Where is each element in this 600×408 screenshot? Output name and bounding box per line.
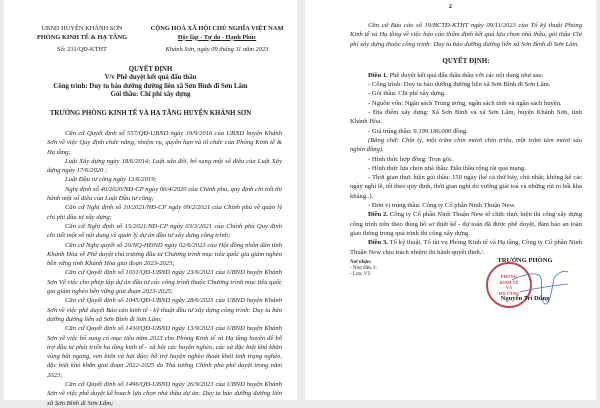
decision-project: Công trình: Duy tu bảo dưỡng đường liên xã Sơn Bình đi Sơn Lâm xyxy=(53,82,248,90)
article-1-item: - Gói thầu: Chi phí xây dựng. xyxy=(368,90,446,98)
document-page-1 xyxy=(4,0,297,407)
decision-heading xyxy=(4,66,297,118)
article-2 xyxy=(350,210,582,238)
page2-body xyxy=(350,21,582,278)
legal-basis: Nghị định số 40/2020/NĐ-CP ngày 06/4/2020 của Chính phủ, quy định chi tiết thi hành một số điều của Luật Đầu tư công; xyxy=(47,185,282,203)
legal-basis: Luật Xây dựng ngày 18/6/2014; Luật sửa đổi, bổ sung một số điều của Luật Xây dựng ngày 17/6/2020 ; xyxy=(47,157,282,175)
legal-basis: Căn cứ Nghị định số 15/2021/NĐ-CP ngày 03/3/2021 của Chính phủ Quy định chi tiết một số nội dung về quản lý dự án đầu tư xây dựng công trình; xyxy=(47,222,282,240)
nation-block xyxy=(142,25,292,55)
place-date: Khánh Sơn, ngày 09 tháng 11 năm 2023 xyxy=(165,46,269,53)
official-stamp: PHÒNG KINH TẾ VÀ HẠ TẦNG xyxy=(486,262,532,308)
decision-package: Gói thầu: Chi phí xây dựng xyxy=(110,90,191,98)
article-1-text: Phê duyệt kết quả đấu thầu thầu với các nội dung như sau: xyxy=(387,71,544,79)
legal-basis: Căn cứ Nghị định số 10/2021/NĐ-CP ngày 09/2/2021 của Chính phủ về quản lý chi phí đầu tư xây dựng; xyxy=(47,204,282,221)
article-1-items xyxy=(350,80,582,136)
article-1-label: Điều 1. xyxy=(368,71,388,79)
document-number: Số: 231/QĐ-KTHT xyxy=(57,46,107,53)
agency-name: PHÒNG KINH TẾ & HẠ TẦNG xyxy=(36,33,128,41)
document-page-2 xyxy=(305,0,596,400)
decision-title: QUYẾT ĐỊNH: xyxy=(442,56,490,65)
legal-basis: Căn cứ Quyết định số 1045/QĐ-UBND ngày 28/6/2023 của UBND huyện Khánh Sơn về việc phê duyệt Báo cáo kinh tế - kỹ thuật đầu tư xây dựng công trình: Duy tu bảo dưỡng đường liên xã Sơn Bình đi Sơn Lâm; xyxy=(47,297,282,323)
article-1-item: - Công trình: Duy tu bảo dưỡng đường liên xã Sơn Bình đi Sơn Lâm. xyxy=(368,81,551,89)
article-1-item: - Nguồn vốn: Ngân sách Trung ương, ngân sách tỉnh và ngân sách huyện. xyxy=(368,99,562,107)
article-3-text: Tổ kỹ thuật, Tổ tài vụ Phòng Kinh tế và Hạ tầng, Công ty Cổ phần Ninh Thuận New chịu trách nhiệm thi hành quyết định./. xyxy=(350,239,582,256)
legal-basis: Căn cứ Quyết định số 1031/QĐ-UBND ngày 23/6/2023 của UBND huyện Khánh Sơn Về việc cho phép lập dự án đầu tư các công trình thuộc Chương trình mục tiêu quốc gia giảm nghèo bền vững giai đoạn 2023-2025; xyxy=(47,269,282,296)
article-2-text: Công ty Cổ phần Ninh Thuận New tổ chức thực hiện thi công xây dựng công trình trên theo đúng hồ sơ thiết kế - dự toán đã được phê duyệt, đảm bảo an toàn giao thông trong quá trình thi công xây dựng. xyxy=(350,211,583,237)
article-1-item: - Đơn vị trúng thầu: Công ty Cổ phần Ninh Thuận New. xyxy=(368,202,516,210)
decision-subject: V/v Phê duyệt kết quả đấu thầu xyxy=(104,74,197,82)
article-1-items-more xyxy=(350,155,582,211)
article-1-item: - Hình thức lựa chọn nhà thầu: Đấu thầu rộng rãi qua mạng. xyxy=(368,164,526,172)
recipients-title: Nơi nhận: xyxy=(350,259,372,265)
motto: Độc lập - Tự do - Hạnh Phúc xyxy=(177,33,257,41)
recipient: - Lưu: VT. xyxy=(350,271,372,277)
legal-basis: Căn cứ Quyết định số 557/QĐ-UBND ngày 19/9/2016 của UBND huyện Khánh Sơn về việc Quy định chức năng, nhiệm vụ, quyền hạn và tổ chức của Phòng Kinh tế & Hạ tầng; xyxy=(47,130,282,156)
legal-basis: Luật Đầu tư công ngày 13/6/2019; xyxy=(65,176,157,184)
article-2-label: Điều 2. xyxy=(368,211,389,219)
article-1 xyxy=(350,71,582,80)
amount-in-words: (Bằng chữ: Chín tỷ, một trăm chín mươi chín triệu, một trăm tám mươi sáu nghìn đồng). xyxy=(350,136,582,154)
agency-block xyxy=(22,25,142,55)
article-1-item: - Giá trúng thầu: 9.199.186.000 đồng. xyxy=(368,127,468,135)
signer-name: Nguyễn Trí Dũng xyxy=(500,295,550,302)
article-1-item: - Thời gian thực hiện gói thầu: 150 ngày (kể cả thứ bảy, chủ nhật; không kể các ngày nghỉ lễ, tết theo quy định, thời gian nghỉ do vướng giải toả và những rủi ro bất khả kháng..). xyxy=(350,174,582,200)
page-number: 2 xyxy=(448,3,453,10)
decision-title: QUYẾT ĐỊNH xyxy=(128,66,173,73)
article-1-item: - Hình thức hợp đồng: Trọn gói. xyxy=(368,155,453,163)
basis-paragraph: Căn cứ Báo cáo số 19/BCTĐ-KTHT ngày 09/11/2023 của Tổ kỹ thuật Phòng Kinh tế và Hạ tầng về việc báo cáo thẩm định kết quả lựa chọn nhà thầu, gói thầu Chi phí xây dựng thuộc công trình: Duy tu bảo dưỡng đường liên xã Sơn Bình đi Sơn Lâm. xyxy=(350,22,582,48)
article-3 xyxy=(350,238,582,257)
authority: TRƯỞNG PHÒNG KINH TẾ VÀ HẠ TẦNG HUYỆN KHÁNH SƠN xyxy=(49,110,252,118)
nation-title: CỘNG HOÀ XÃ HỘI CHỦ NGHĨA VIỆT NAM xyxy=(150,25,284,32)
signer-title: TRƯỞNG PHÒNG xyxy=(497,257,553,264)
legal-bases xyxy=(47,129,282,408)
article-1-item: - Địa điểm xây dựng: Xã Sơn Bình và xã Sơn Lâm, huyện Khánh Sơn, tỉnh Khánh Hòa. xyxy=(350,109,582,126)
agency-top: UBND HUYỆN KHÁNH SƠN xyxy=(41,25,123,32)
legal-basis: Căn cứ Nghị quyết số 20/NQ-HĐND ngày 02/6/2023 của Hội đồng nhân dân tỉnh Khánh Hòa về Phê duyệt chủ trương đầu tư Chương trình mục tiêu quốc gia giảm nghèo bền vững tỉnh Khánh Hòa giai đoạn 2023-2025; xyxy=(47,241,282,268)
article-3-label: Điều 3. xyxy=(368,239,388,247)
legal-basis: Căn cứ Quyết định số 1496/QĐ-UBND ngày 26/9/2023 của UBND huyện Khánh Sơn về việc phê duyệt kế hoạch lựa chọn nhà thầu dự án: Duy tu bảo dưỡng đường liên xã Sơn Bình đi Sơn Lâm; xyxy=(47,381,282,407)
recipient: - Như điều 3; xyxy=(350,265,377,271)
legal-basis: Căn cứ Quyết định số 1430/QĐ-UBND ngày 13/9/2023 của UBND huyện Khánh Sơn về việc bổ sung có mục tiêu năm 2023 cho Phòng Kinh tế và Hạ tầng huyện để hỗ trợ đầu tư phát triển hạ tầng kinh tế - xã hội các huyện nghèo, các xã đặc biệt khó khăn vùng bãi ngang, ven biển và hải đảo; hỗ trợ huyện nghèo thoát khỏi tình trạng nghèo, đặc biệt khó khăn giai đoạn 2022-2025 do Thủ tướng Chính phủ phê duyệt trong năm 2023; xyxy=(47,325,282,379)
